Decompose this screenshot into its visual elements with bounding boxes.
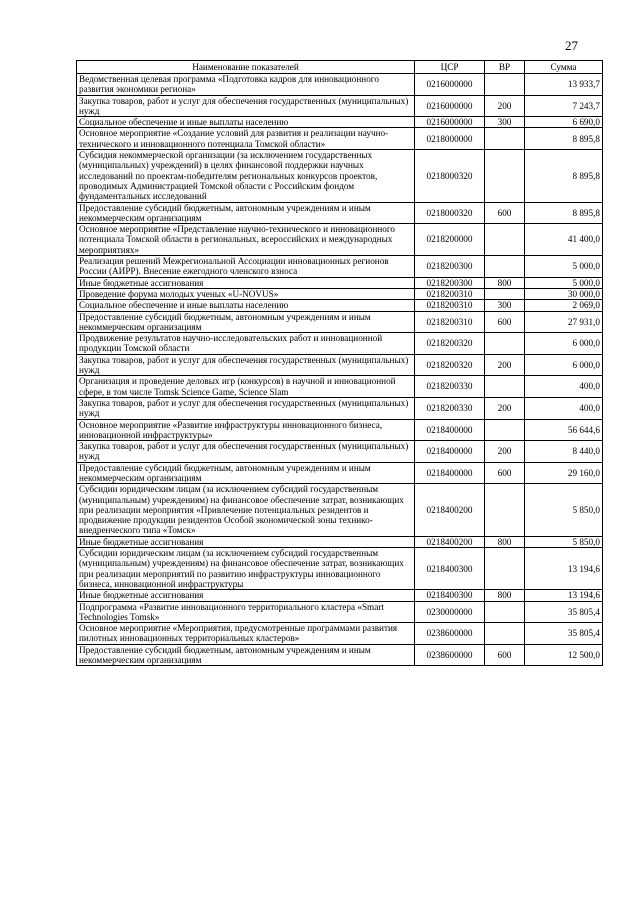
cell-csr: 0218400200	[415, 536, 485, 547]
table-row	[77, 623, 603, 645]
cell-sum: 400,0	[525, 376, 603, 398]
cell-csr: 0238600000	[415, 644, 485, 666]
cell-name: Основное мероприятие «Представление научно-технического и инновационного потенциала Томской области в региональных, всероссийских и международных мероприятиях»	[77, 224, 415, 256]
cell-sum: 6 690,0	[525, 117, 603, 128]
cell-name: Основное мероприятие «Мероприятия, предусмотренные программами развития пилотных инновационных территориальных кластеров»	[77, 623, 415, 645]
cell-sum: 56 644,6	[525, 419, 603, 441]
cell-name: Реализация решений Межрегиональной Ассоциации инновационных регионов России (АИРР). Внесение ежегодного членского взноса	[77, 256, 415, 278]
cell-vr: 600	[485, 311, 525, 333]
cell-name: Субсидии юридическим лицам (за исключением субсидий государственным (муниципальным) учреждениям) на финансовое обеспечение затрат, возникающих при реализации мероприятий по развитию инфраструктуры инновационного бизнеса, инновационной инфраструктуры	[77, 548, 415, 590]
cell-csr: 0218200320	[415, 333, 485, 355]
cell-sum: 6 000,0	[525, 333, 603, 355]
cell-vr	[485, 333, 525, 355]
cell-name: Организация и проведение деловых игр (конкурсов) в научной и инновационной сфере, в том числе Tomsk Science Game, Science Slam	[77, 376, 415, 398]
cell-csr: 0218200330	[415, 376, 485, 398]
cell-name: Закупка товаров, работ и услуг для обеспечения государственных (муниципальных) нужд	[77, 95, 415, 117]
cell-vr	[485, 376, 525, 398]
table-row	[77, 462, 603, 484]
cell-vr	[485, 484, 525, 536]
cell-sum: 13 194,6	[525, 548, 603, 590]
cell-csr: 0218200330	[415, 397, 485, 419]
table-row	[77, 300, 603, 311]
cell-sum: 400,0	[525, 397, 603, 419]
cell-sum: 5 850,0	[525, 536, 603, 547]
cell-vr: 300	[485, 117, 525, 128]
cell-vr: 300	[485, 300, 525, 311]
cell-sum: 35 805,4	[525, 601, 603, 623]
table-row	[77, 354, 603, 376]
table-row	[77, 644, 603, 666]
cell-name: Социальное обеспечение и иные выплаты населению	[77, 117, 415, 128]
cell-vr: 600	[485, 462, 525, 484]
table-row	[77, 74, 603, 96]
cell-csr: 0218200000	[415, 224, 485, 256]
table-row	[77, 484, 603, 536]
budget-table	[76, 60, 603, 666]
cell-csr: 0218400000	[415, 441, 485, 463]
cell-name: Предоставление субсидий бюджетным, автономным учреждениям и иным некоммерческим организациям	[77, 311, 415, 333]
cell-name: Основное мероприятие «Создание условий для развития и реализации научно-технического и инновационного потенциала Томской области»	[77, 128, 415, 150]
cell-vr: 200	[485, 397, 525, 419]
cell-name: Иные бюджетные ассигнования	[77, 536, 415, 547]
table-row	[77, 277, 603, 288]
table-row	[77, 590, 603, 601]
cell-vr: 600	[485, 202, 525, 224]
cell-name: Социальное обеспечение и иные выплаты населению	[77, 300, 415, 311]
cell-name: Закупка товаров, работ и услуг для обеспечения государственных (муниципальных) нужд	[77, 354, 415, 376]
table-row	[77, 202, 603, 224]
cell-csr: 0218000320	[415, 202, 485, 224]
cell-sum: 8 895,8	[525, 202, 603, 224]
cell-name: Подпрограмма «Развитие инновационного территориального кластера «Smart Technologies Tomsk»	[77, 601, 415, 623]
cell-csr: 0218200310	[415, 288, 485, 299]
table-row	[77, 397, 603, 419]
cell-csr: 0218400000	[415, 462, 485, 484]
table-row	[77, 376, 603, 398]
cell-sum: 8 895,8	[525, 150, 603, 202]
cell-name: Ведомственная целевая программа «Подготовка кадров для инновационного развития экономики региона»	[77, 74, 415, 96]
cell-sum: 8 440,0	[525, 441, 603, 463]
cell-sum: 35 805,4	[525, 623, 603, 645]
table-row	[77, 601, 603, 623]
table-row	[77, 536, 603, 547]
cell-csr: 0218400200	[415, 484, 485, 536]
cell-sum: 13 933,7	[525, 74, 603, 96]
cell-name: Предоставление субсидий бюджетным, автономным учреждениям и иным некоммерческим организациям	[77, 462, 415, 484]
cell-sum: 30 000,0	[525, 288, 603, 299]
cell-vr: 200	[485, 354, 525, 376]
table-row	[77, 441, 603, 463]
cell-name: Иные бюджетные ассигнования	[77, 590, 415, 601]
cell-csr: 0216000000	[415, 117, 485, 128]
cell-sum: 8 895,8	[525, 128, 603, 150]
cell-name: Продвижение результатов научно-исследовательских работ и инновационной продукции Томской области	[77, 333, 415, 355]
cell-csr: 0216000000	[415, 74, 485, 96]
cell-csr: 0218400300	[415, 548, 485, 590]
header-name: Наименование показателей	[77, 61, 415, 74]
cell-sum: 5 000,0	[525, 277, 603, 288]
table-header-row	[77, 61, 603, 74]
cell-name: Субсидии юридическим лицам (за исключением субсидий государственным (муниципальным) учреждениям) на финансовое обеспечение затрат, возникающих при реализации мероприятия «Привлечение потенциальных резидентов и продвижение продукции резидентов Особой экономической зоны технико-внедренческого типа «Томск»	[77, 484, 415, 536]
cell-vr	[485, 150, 525, 202]
cell-vr: 200	[485, 95, 525, 117]
cell-csr: 0238600000	[415, 623, 485, 645]
cell-vr: 800	[485, 536, 525, 547]
cell-vr: 800	[485, 277, 525, 288]
cell-sum: 12 500,0	[525, 644, 603, 666]
cell-name: Предоставление субсидий бюджетным, автономным учреждениям и иным некоммерческим организациям	[77, 202, 415, 224]
cell-csr: 0218400300	[415, 590, 485, 601]
cell-csr: 0218200310	[415, 311, 485, 333]
table-row	[77, 333, 603, 355]
cell-csr: 0218400000	[415, 419, 485, 441]
cell-vr	[485, 288, 525, 299]
cell-name: Иные бюджетные ассигнования	[77, 277, 415, 288]
cell-vr: 200	[485, 441, 525, 463]
cell-csr: 0218200300	[415, 256, 485, 278]
cell-name: Закупка товаров, работ и услуг для обеспечения государственных (муниципальных) нужд	[77, 441, 415, 463]
cell-name: Предоставление субсидий бюджетным, автономным учреждениям и иным некоммерческим организациям	[77, 644, 415, 666]
cell-name: Основное мероприятие «Развитие инфраструктуры инновационного бизнеса, инновационной инфраструктуры»	[77, 419, 415, 441]
cell-csr: 0218000000	[415, 128, 485, 150]
cell-vr	[485, 623, 525, 645]
cell-csr: 0218200300	[415, 277, 485, 288]
table-body	[77, 74, 603, 666]
cell-sum: 5 000,0	[525, 256, 603, 278]
cell-vr	[485, 419, 525, 441]
cell-csr: 0218200320	[415, 354, 485, 376]
cell-name: Проведение форума молодых ученых «U-NOVUS»	[77, 288, 415, 299]
cell-vr	[485, 74, 525, 96]
cell-vr: 600	[485, 644, 525, 666]
cell-vr	[485, 256, 525, 278]
cell-vr	[485, 601, 525, 623]
table-row	[77, 288, 603, 299]
table-row	[77, 95, 603, 117]
cell-csr: 0216000000	[415, 95, 485, 117]
cell-vr: 800	[485, 590, 525, 601]
cell-name: Субсидия некоммерческой организации (за исключением государственных (муниципальных) учреждений) в целях финансовой поддержки научных исследований по проектам-победителям региональных конкурсов проектов, проводимых Администрацией Томской области с Российским фондом фундаментальных исследований	[77, 150, 415, 202]
table-row	[77, 128, 603, 150]
cell-vr	[485, 548, 525, 590]
cell-csr: 0218200310	[415, 300, 485, 311]
cell-name: Закупка товаров, работ и услуг для обеспечения государственных (муниципальных) нужд	[77, 397, 415, 419]
cell-vr	[485, 224, 525, 256]
cell-sum: 41 400,0	[525, 224, 603, 256]
cell-sum: 5 850,0	[525, 484, 603, 536]
table-row	[77, 117, 603, 128]
cell-csr: 0218000320	[415, 150, 485, 202]
table-row	[77, 548, 603, 590]
cell-vr	[485, 128, 525, 150]
table-row	[77, 419, 603, 441]
cell-sum: 13 194,6	[525, 590, 603, 601]
header-vr: ВР	[485, 61, 525, 74]
cell-sum: 7 243,7	[525, 95, 603, 117]
cell-csr: 0230000000	[415, 601, 485, 623]
table-row	[77, 150, 603, 202]
cell-sum: 6 000,0	[525, 354, 603, 376]
table-row	[77, 311, 603, 333]
cell-sum: 29 160,0	[525, 462, 603, 484]
table-row	[77, 256, 603, 278]
header-sum: Сумма	[525, 61, 603, 74]
cell-sum: 27 931,0	[525, 311, 603, 333]
cell-sum: 2 069,0	[525, 300, 603, 311]
page-number: 27	[565, 38, 578, 53]
header-csr: ЦСР	[415, 61, 485, 74]
table-row	[77, 224, 603, 256]
